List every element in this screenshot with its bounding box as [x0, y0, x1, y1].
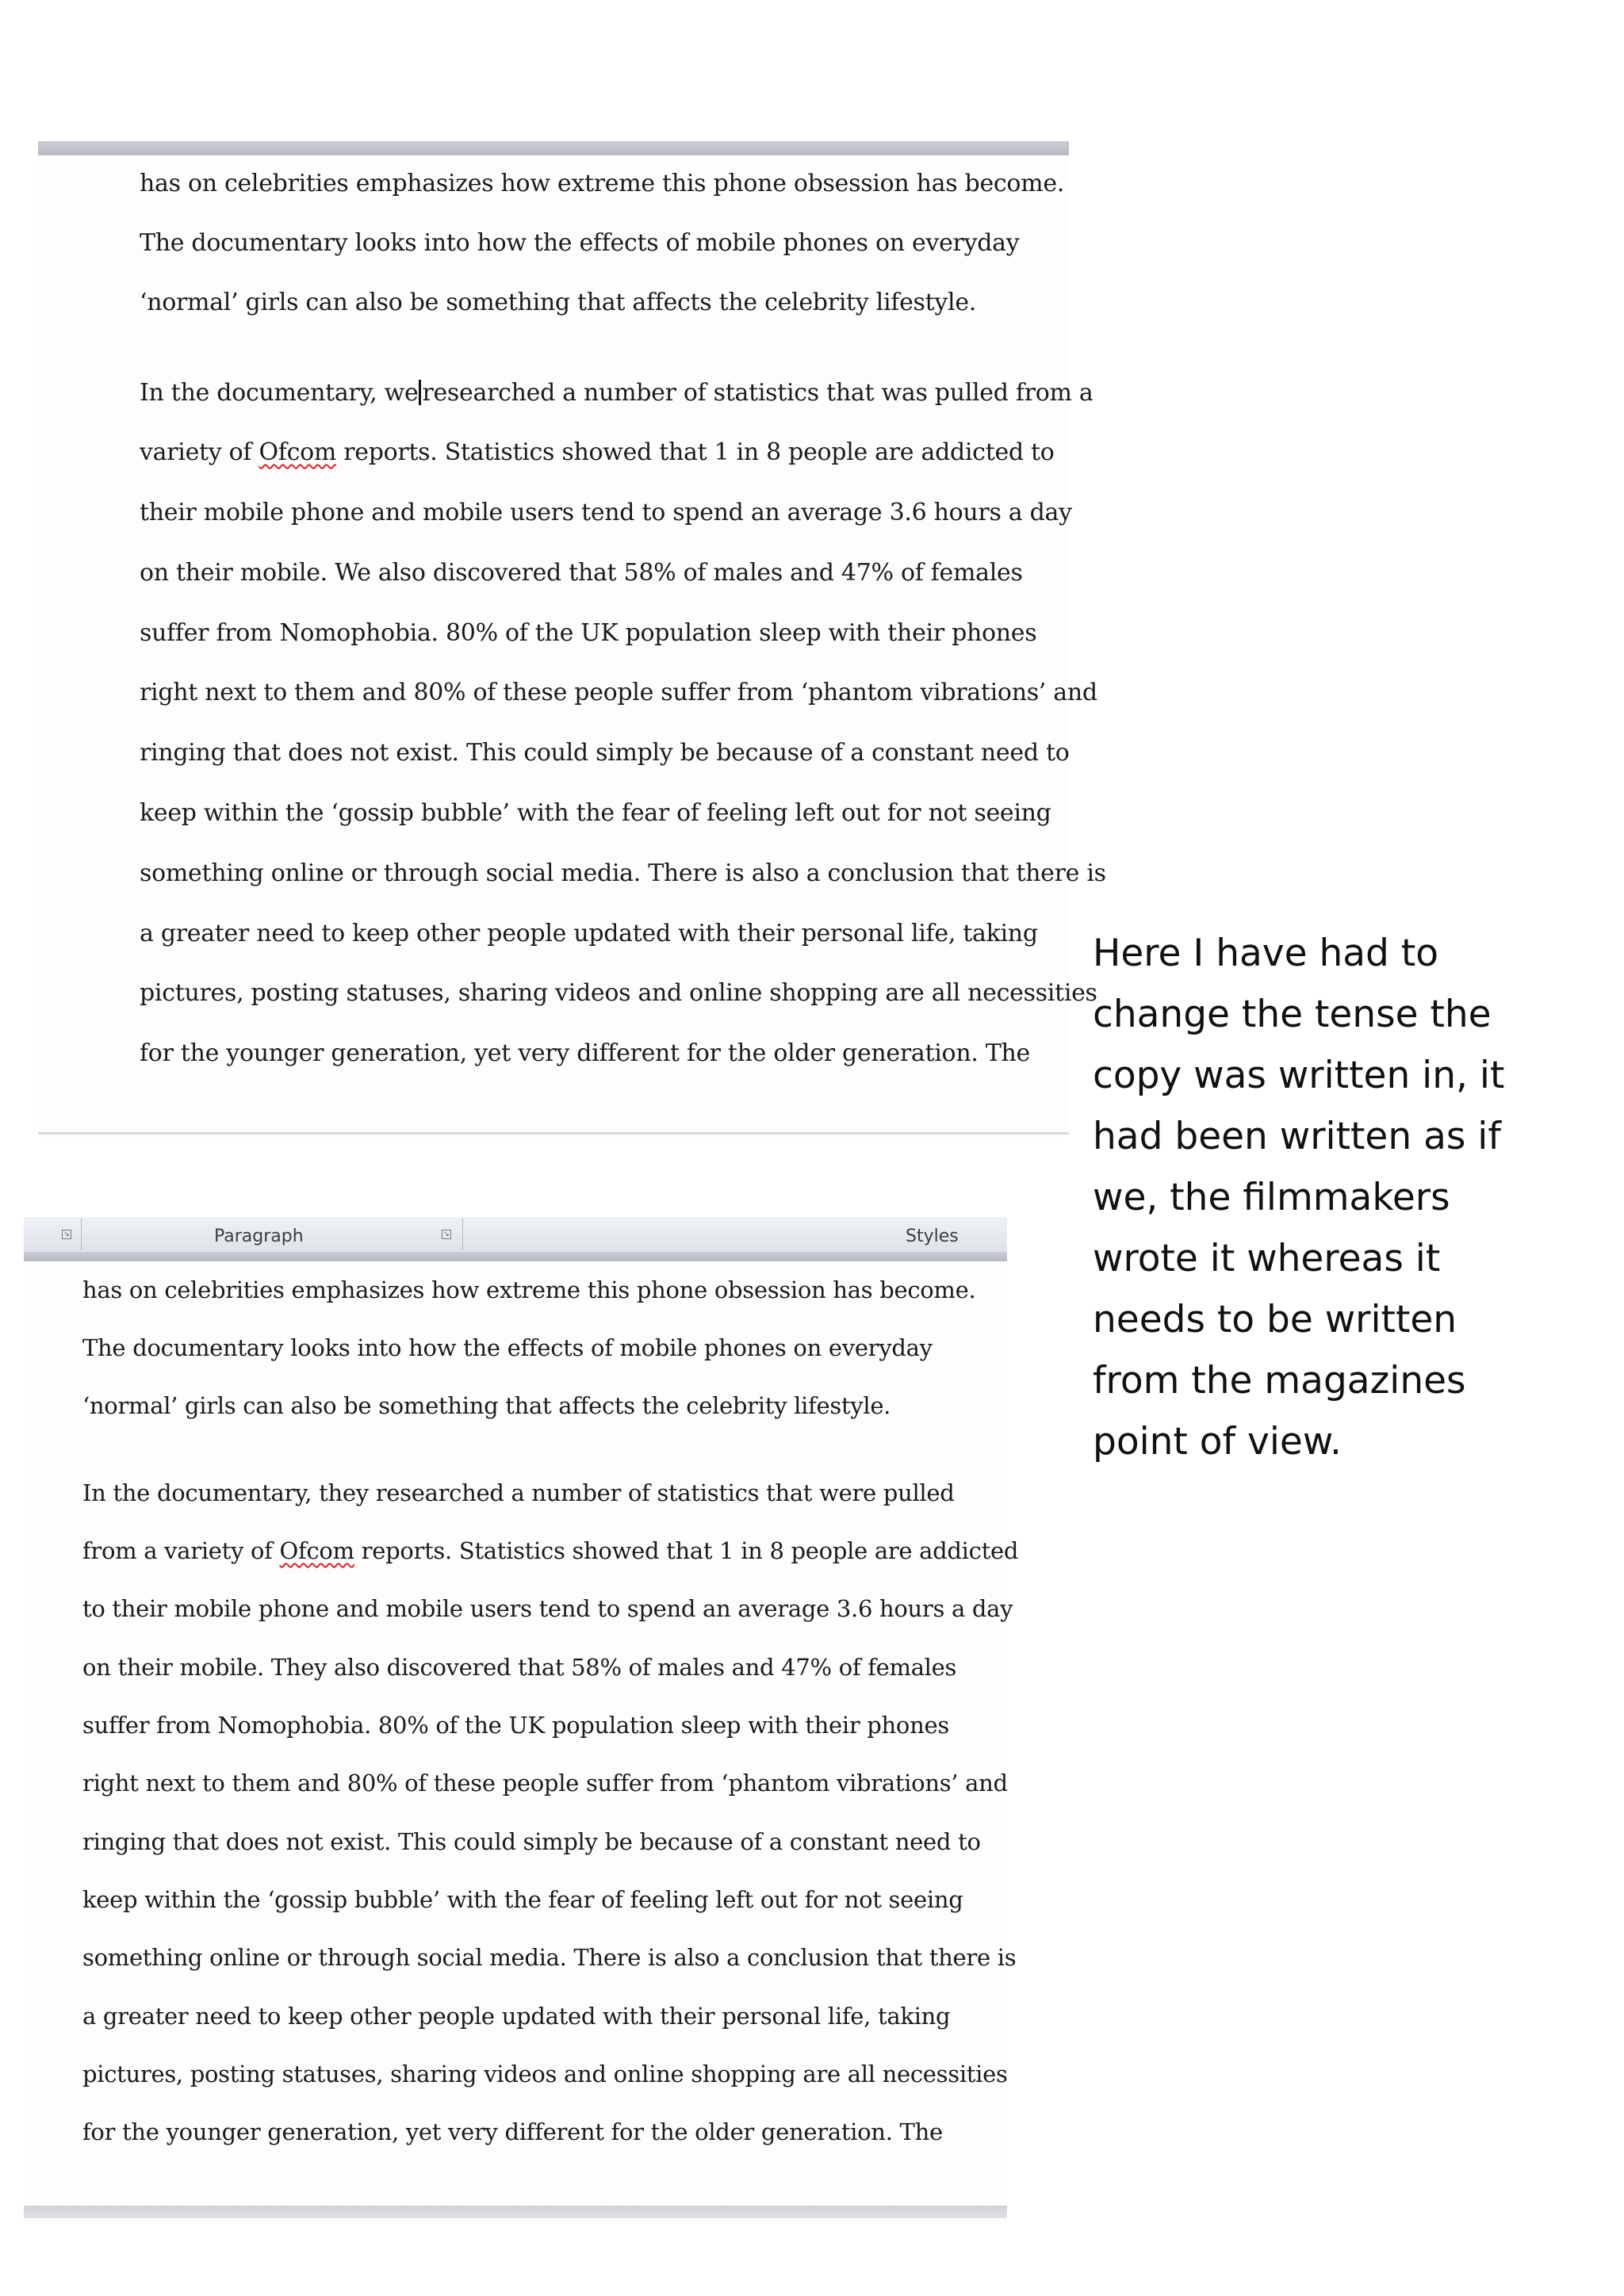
text-line: keep within the ‘gossip bubble’ with the fear of feeling left out for not seeing [140, 799, 1051, 827]
text-run: reports. Statistics showed that 1 in 8 people are addicted [354, 1537, 1019, 1564]
text-line: right next to them and 80% of these people suffer from ‘phantom vibrations’ and [82, 1770, 1008, 1797]
ribbon-separator [462, 1219, 463, 1250]
text-line: on their mobile. They also discovered that 58% of males and 47% of females [82, 1654, 957, 1681]
text-line: ringing that does not exist. This could simply be because of a constant need to [140, 739, 1070, 767]
text-line: on their mobile. We also discovered that 58% of males and 47% of females [140, 559, 1023, 587]
ribbon-separator [81, 1219, 82, 1250]
text-cursor [419, 380, 421, 405]
text-line: for the younger generation, yet very different for the older generation. The [140, 1039, 1031, 1067]
text-run: researched a number of statistics that was pulled from a [422, 379, 1094, 407]
original-text-screenshot [38, 141, 1106, 1137]
text-line: a greater need to keep other people updated with their personal life, taking [82, 2003, 951, 2030]
ruler-bar [38, 141, 1069, 155]
text-line: has on celebrities emphasizes how extreme this phone obsession has become. [82, 1276, 976, 1303]
spellcheck-word[interactable]: Ofcom [259, 438, 336, 466]
text-run: In the documentary, we [140, 379, 419, 407]
text-line [82, 1537, 1018, 1564]
dialog-launcher-icon[interactable]: ↘ [62, 1230, 71, 1239]
text-line: right next to them and 80% of these people suffer from ‘phantom vibrations’ and [140, 679, 1097, 706]
ribbon-group-bar [24, 1217, 1007, 1253]
text-line: something online or through social media. There is also a conclusion that there is [140, 859, 1106, 887]
text-line: suffer from Nomophobia. 80% of the UK population sleep with their phones [140, 619, 1037, 647]
styles-group-label: Styles [906, 1226, 959, 1246]
page-divider [38, 1132, 1069, 1135]
text-line: suffer from Nomophobia. 80% of the UK population sleep with their phones [82, 1712, 949, 1739]
text-line: pictures, posting statuses, sharing videos and online shopping are all necessities [82, 2061, 1008, 2087]
paragraph-dialog-launcher-icon[interactable]: ↘ [442, 1230, 451, 1239]
text-line: something online or through social media. There is also a conclusion that there is [82, 1944, 1017, 1971]
text-line: The documentary looks into how the effects of mobile phones on everyday [82, 1334, 933, 1361]
text-line: ‘normal’ girls can also be something that affects the celebrity lifestyle. [140, 289, 977, 316]
page-divider [24, 2206, 1007, 2218]
corrected-text-screenshot [24, 1217, 1019, 2224]
text-run: from a variety of [82, 1537, 280, 1564]
text-line [140, 379, 1093, 407]
text-line: their mobile phone and mobile users tend to spend an average 3.6 hours a day [140, 499, 1072, 526]
annotation-note: Here I have had to change the tense the copy was written in, it had been written as if we, the filmmakers wrote it whereas it needs to be written from the magazines point of view. [1093, 932, 1505, 1464]
text-run: reports. Statistics showed that 1 in 8 people are addicted to [335, 438, 1055, 466]
text-line: The documentary looks into how the effects of mobile phones on everyday [140, 229, 1020, 257]
text-line: to their mobile phone and mobile users tend to spend an average 3.6 hours a day [82, 1595, 1013, 1622]
ruler-bar [24, 1252, 1007, 1261]
text-line: for the younger generation, yet very different for the older generation. The [82, 2118, 943, 2145]
text-line: In the documentary, they researched a number of statistics that were pulled [82, 1479, 955, 1506]
text-line [140, 438, 1055, 466]
text-line: a greater need to keep other people updated with their personal life, taking [140, 920, 1038, 947]
text-line: has on celebrities emphasizes how extreme this phone obsession has become. [140, 170, 1065, 197]
text-run: variety of [140, 438, 259, 466]
spellcheck-word[interactable]: Ofcom [279, 1537, 354, 1564]
text-line: ringing that does not exist. This could simply be because of a constant need to [82, 1828, 981, 1855]
text-line: keep within the ‘gossip bubble’ with the fear of feeling left out for not seeing [82, 1886, 963, 1913]
text-line: pictures, posting statuses, sharing videos and online shopping are all necessities [140, 979, 1097, 1007]
text-line: ‘normal’ girls can also be something that affects the celebrity lifestyle. [82, 1392, 891, 1419]
paragraph-group-label: Paragraph [214, 1226, 304, 1246]
